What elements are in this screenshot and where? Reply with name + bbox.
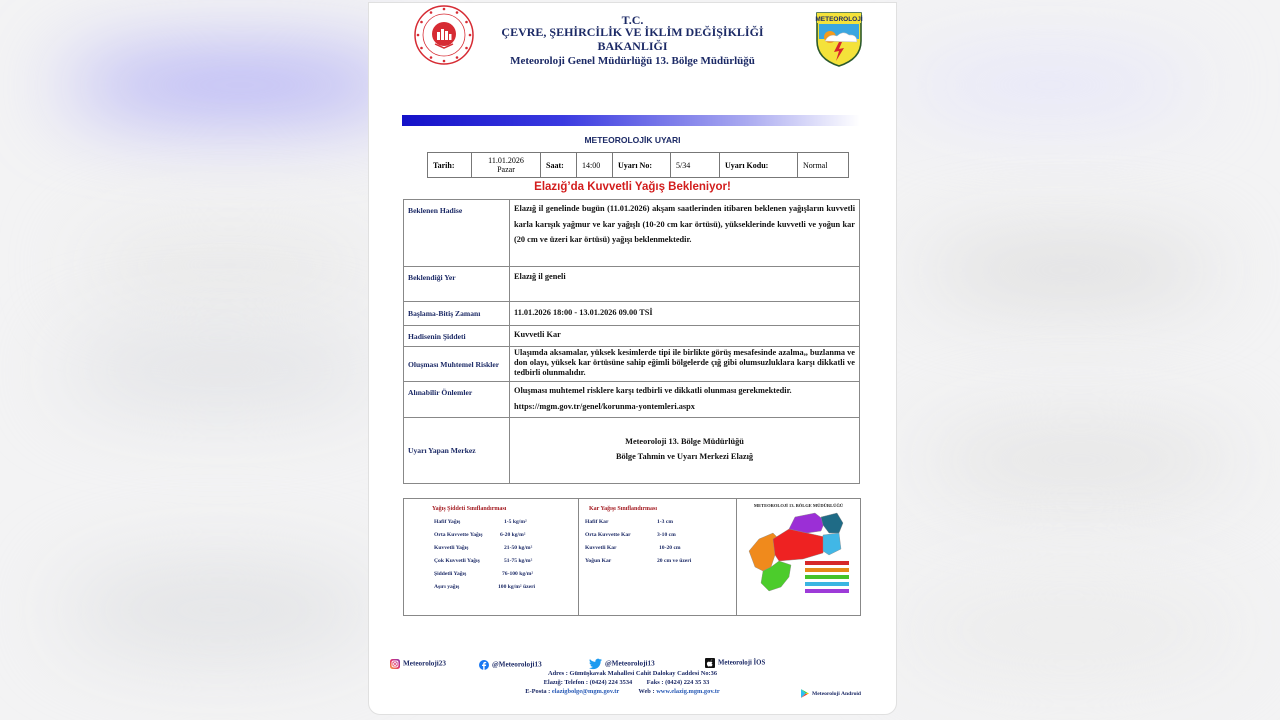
phone: Elazığ: Telefon : (0424) 224 3534 <box>543 679 633 686</box>
detail-row <box>404 200 860 267</box>
header-directorate: Meteoroloji Genel Müdürlüğü 13. Bölge Müdürlüğü <box>510 55 755 67</box>
detail-value: Ulaşımda aksamalar, yüksek kesimlerde tipi ile birlikte görüş mesafesinde azalma,, buzlanma ve don olayı, yüksek kar örtüsüne sahip eğimli bölgelerde çığ gibi olumsuzluklara karşı dikkatli ve tedbirli olunmalıdır. <box>510 347 860 382</box>
rain-row <box>434 558 533 564</box>
center-subname: Bölge Tahmin ve Uyarı Merkezi Elazığ <box>615 452 754 461</box>
instagram-link[interactable] <box>390 659 446 669</box>
warning-no-value: 5/34 <box>671 153 720 178</box>
snow-row-name: Kuvvetli Kar <box>585 545 617 551</box>
region-map <box>737 499 860 615</box>
rain-row-name: Aşırı yağış <box>434 584 460 590</box>
details-table <box>403 199 860 484</box>
ios-app-link[interactable] <box>705 658 765 668</box>
snow-row-name: Hafif Kar <box>585 519 609 525</box>
facebook-handle: @Meteoroloji13 <box>492 660 542 669</box>
rain-classification <box>404 499 579 615</box>
snow-classification-title: Kar Yağışı Sınıflandırması <box>589 506 658 512</box>
detail-row <box>404 302 860 326</box>
phone-fax-line <box>363 679 890 687</box>
detail-label: Alınabilir Önlemler <box>404 382 510 418</box>
warning-no-label: Uyarı No: <box>613 153 671 178</box>
detail-label: Hadisenin Şiddeti <box>404 326 510 347</box>
instagram-handle: Meteoroloji23 <box>403 659 446 668</box>
detail-label: Oluşması Muhtemel Riskler <box>404 347 510 382</box>
twitter-link[interactable] <box>589 658 655 670</box>
twitter-handle: @Meteoroloji13 <box>605 659 655 668</box>
snow-row <box>585 545 681 551</box>
snow-row-value: 20 cm ve üzeri <box>657 558 692 564</box>
rain-row <box>434 519 527 525</box>
detail-row <box>404 326 860 347</box>
detail-row <box>404 267 860 302</box>
header-blue-bar <box>402 115 860 126</box>
detail-value: Elazığ il genelinde bugün (11.01.2026) akşam saatlerinden itibaren beklenen yağışların kuvvetli karla karışık yağmur ve kar yağışlı (10-20 cm kar örtüsü), yükseklerinde kuvvetli ve yoğun kar (20 cm ve üzeri kar örtüsü) yağışı beklenmektedir. <box>510 200 860 267</box>
header-bakanlik: BAKANLIĞI <box>597 39 668 53</box>
rain-row-name: Hafif Yağış <box>434 519 461 525</box>
detail-row <box>404 382 860 418</box>
map-title: METEOROLOJİ 13. BÖLGE MÜDÜRLÜĞÜ <box>753 503 844 508</box>
measures-text: Oluşması muhtemel risklere karşı tedbirli ve dikkatli olunması gerekmektedir. <box>514 386 792 395</box>
detail-value: Elazığ il geneli <box>510 267 860 302</box>
detail-value <box>510 418 860 484</box>
rain-row-value: 76-100 kg/m² <box>502 571 534 577</box>
email-label: E-Posta : <box>525 688 551 695</box>
header-ministry: ÇEVRE, ŞEHİRCİLİK VE İKLİM DEĞİŞİKLİĞİ <box>501 25 764 39</box>
time-value: 14:00 <box>577 153 613 178</box>
classification-panel <box>403 498 861 616</box>
date-value <box>472 153 541 178</box>
document-title: METEOROLOJİK UYARI <box>584 135 681 145</box>
rain-row-name: Çok Kuvvetli Yağış <box>434 558 480 564</box>
rain-row <box>434 532 526 538</box>
rain-row <box>434 571 534 577</box>
info-table <box>427 152 849 178</box>
rain-row-name: Orta Kuvvette Yağış <box>434 532 483 538</box>
rain-row <box>434 545 533 551</box>
detail-value: 11.01.2026 18:00 - 13.01.2026 09.00 TSİ <box>510 302 860 326</box>
detail-value: Kuvvetli Kar <box>510 326 860 347</box>
rain-row-value: 1-5 kg/m² <box>504 519 527 525</box>
android-app-label: Meteoroloji Android <box>812 690 862 697</box>
measures-link[interactable]: https://mgm.gov.tr/genel/korunma-yontemleri.aspx <box>514 401 695 411</box>
header-tc: T.C. <box>621 13 644 27</box>
detail-label: Uyarı Yapan Merkez <box>404 418 510 484</box>
detail-label: Beklenen Hadise <box>404 200 510 267</box>
rain-row-value: 51-75 kg/m² <box>504 558 533 564</box>
time-label: Saat: <box>541 153 577 178</box>
warning-code-label: Uyarı Kodu: <box>720 153 798 178</box>
facebook-link[interactable] <box>479 660 542 670</box>
center-name: Meteoroloji 13. Bölge Müdürlüğü <box>625 436 744 446</box>
detail-row <box>404 347 860 382</box>
rain-row-name: Şiddetli Yağış <box>434 571 467 577</box>
email-link[interactable]: elazigbolge@mgm.gov.tr <box>551 688 620 695</box>
instagram-icon <box>390 659 400 669</box>
snow-row <box>585 519 673 525</box>
warning-code-value: Normal <box>798 153 849 178</box>
snow-classification <box>579 499 737 615</box>
snow-row-name: Yoğun Kar <box>585 558 612 564</box>
twitter-icon <box>589 658 602 670</box>
day-text: Pazar <box>497 165 515 174</box>
rain-row-value: 100 kg/m² üzeri <box>498 584 536 590</box>
svg-text:METEOROLOJİ: METEOROLOJİ <box>815 16 863 23</box>
rain-row-value: 21-50 kg/m² <box>504 545 533 551</box>
snow-row-name: Orta Kuvvette Kar <box>585 532 631 538</box>
date-label: Tarih: <box>428 153 472 178</box>
facebook-icon <box>479 660 489 670</box>
region-map-graphic <box>745 511 857 603</box>
snow-row-value: 10-20 cm <box>659 545 681 551</box>
snow-row-value: 3-10 cm <box>657 532 676 538</box>
android-app-link[interactable] <box>801 689 861 698</box>
apple-icon <box>705 658 715 668</box>
address: Adres : Gümüşkavak Mahallesi Cahit Dalokay Caddesi No:36 <box>547 670 718 677</box>
rain-row-value: 6-20 kg/m² <box>500 532 526 538</box>
meteoroloji-shield-logo <box>815 11 863 67</box>
snow-row <box>585 558 692 564</box>
ios-app-label: Meteoroloji İOS <box>718 659 766 667</box>
date-text: 11.01.2026 <box>488 156 524 165</box>
warning-headline: Elazığ’da Kuvvetli Yağış Bekleniyor! <box>534 181 731 193</box>
web-label: Web : <box>638 688 655 695</box>
google-play-icon <box>801 689 809 698</box>
fax: Faks : (0424) 224 35 33 <box>646 679 710 686</box>
rain-classification-title: Yağış Şiddeti Sınıflandırması <box>432 506 507 512</box>
snow-row <box>585 532 676 538</box>
detail-row <box>404 418 860 484</box>
warning-document <box>368 2 897 715</box>
detail-value <box>510 382 860 418</box>
rain-row-name: Kuvvetli Yağış <box>434 545 469 551</box>
rain-row <box>434 584 536 590</box>
web-link[interactable]: www.elazig.mgm.gov.tr <box>656 688 720 695</box>
detail-label: Başlama-Bitiş Zamanı <box>404 302 510 326</box>
snow-row-value: 1-3 cm <box>657 519 673 525</box>
detail-label: Beklendiği Yer <box>404 267 510 302</box>
